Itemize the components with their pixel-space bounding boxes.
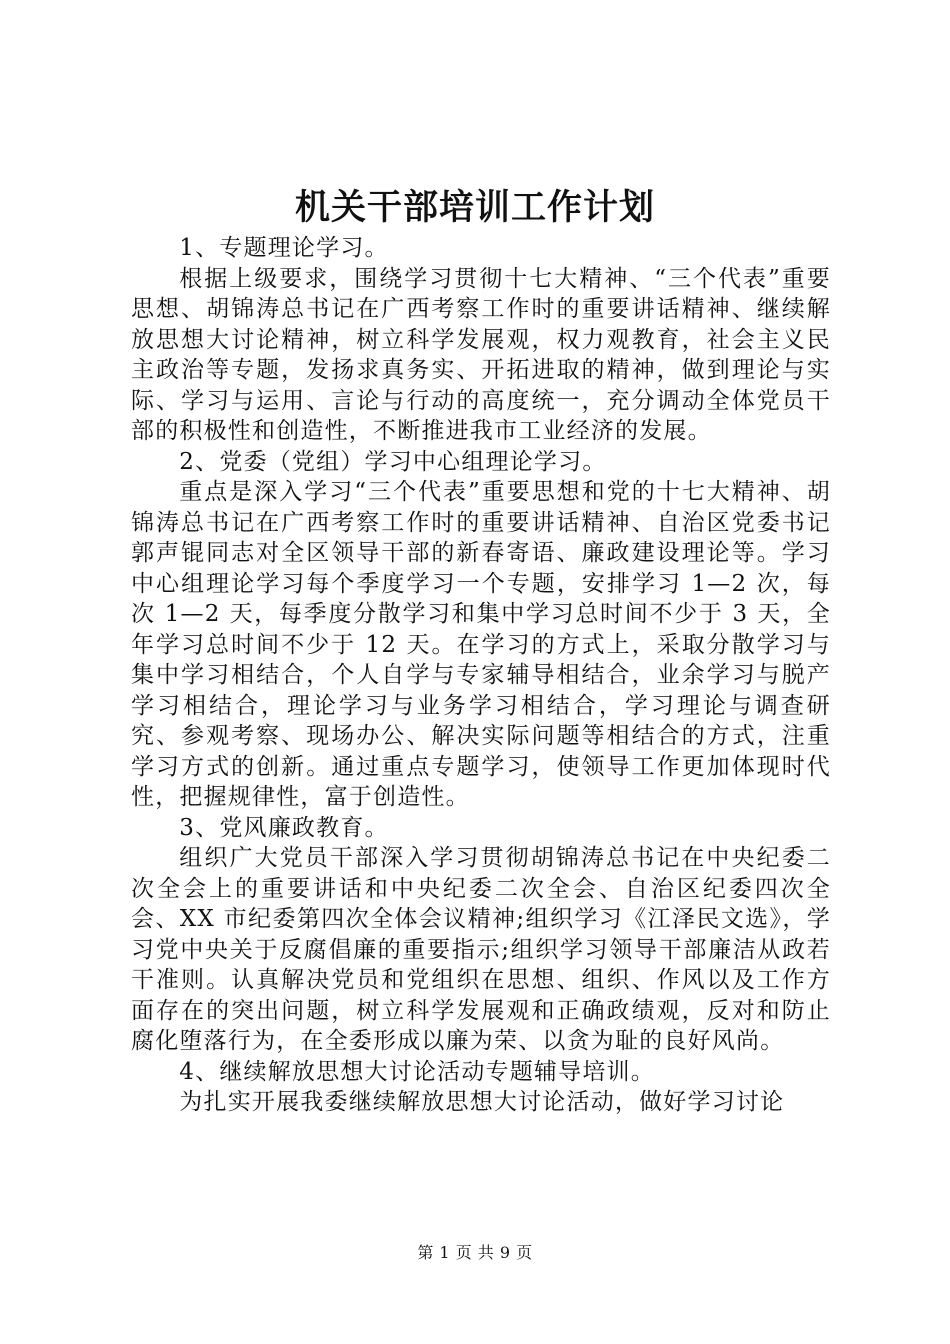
section-heading-1: 1、专题理论学习。: [179, 235, 389, 261]
page-number-footer: 第 1 页 共 9 页: [417, 1243, 533, 1262]
section-paragraph-2: 重点是深入学习“三个代表”重要思想和党的十七大精神、胡锦涛总书记在广西考察工作时的重要讲话精神、自治区党委书记郭声锟同志对全区领导干部的新春寄语、廉政建设理论等。学习中心组理论学习每个季度学习一个专题，安排学习 1—2 次，每次 1—2 天，每季度分散学习和集中学习总时间不少于 3 天，全年学习总时间不少于 12 天。在学习的方式上，采取分散学习与集中学习相结合，个人自学与专家辅导相结合，业余学习与脱产学习相结合，理论学习与业务学习相结合，学习理论与调查研究、参观考察、现场办公、解决实际问题等相结合的方式，注重学习方式的创新。通过重点专题学习，使领导工作更加体现时代性，把握规律性，富于创造性。: [131, 479, 831, 810]
section-paragraph-4: 为扎实开展我委继续解放思想大讨论活动，做好学习讨论: [179, 1089, 785, 1115]
section-heading-2: 2、党委（党组）学习中心组理论学习。: [179, 448, 607, 475]
section-paragraph-1: 根据上级要求，围绕学习贯彻十七大精神、“三个代表”重要思想、胡锦涛总书记在广西考察工作时的重要讲话精神、继续解放思想大讨论精神，树立科学发展观，权力观教育，社会主义民主政治等专题，发扬求真务实、开拓进取的精神，做到理论与实际、学习与运用、言论与行动的高度统一，充分调动全体党员干部的积极性和创造性，不断推进我市工业经济的发展。: [131, 265, 831, 444]
section-heading-3: 3、党风廉政教育。: [179, 814, 389, 841]
document-body: [131, 233, 831, 1118]
section-heading-4: 4、继续解放思想大讨论活动专题辅导培训。: [179, 1058, 655, 1085]
document-title: 机关干部培训工作计划: [294, 187, 655, 228]
section-paragraph-3: 组织广大党员干部深入学习贯彻胡锦涛总书记在中央纪委二次全会上的重要讲话和中央纪委二次全会、自治区纪委四次全会、XX 市纪委第四次全体会议精神;组织学习《江泽民文选》，学习党中央关于反腐倡廉的重要指示;组织学习领导干部廉洁从政若干准则。认真解决党员和党组织在思想、组织、作风以及工作方面存在的突出问题，树立科学发展观和正确政绩观，反对和防止腐化堕落行为，在全委形成以廉为荣、以贪为耻的良好风尚。: [131, 845, 831, 1054]
